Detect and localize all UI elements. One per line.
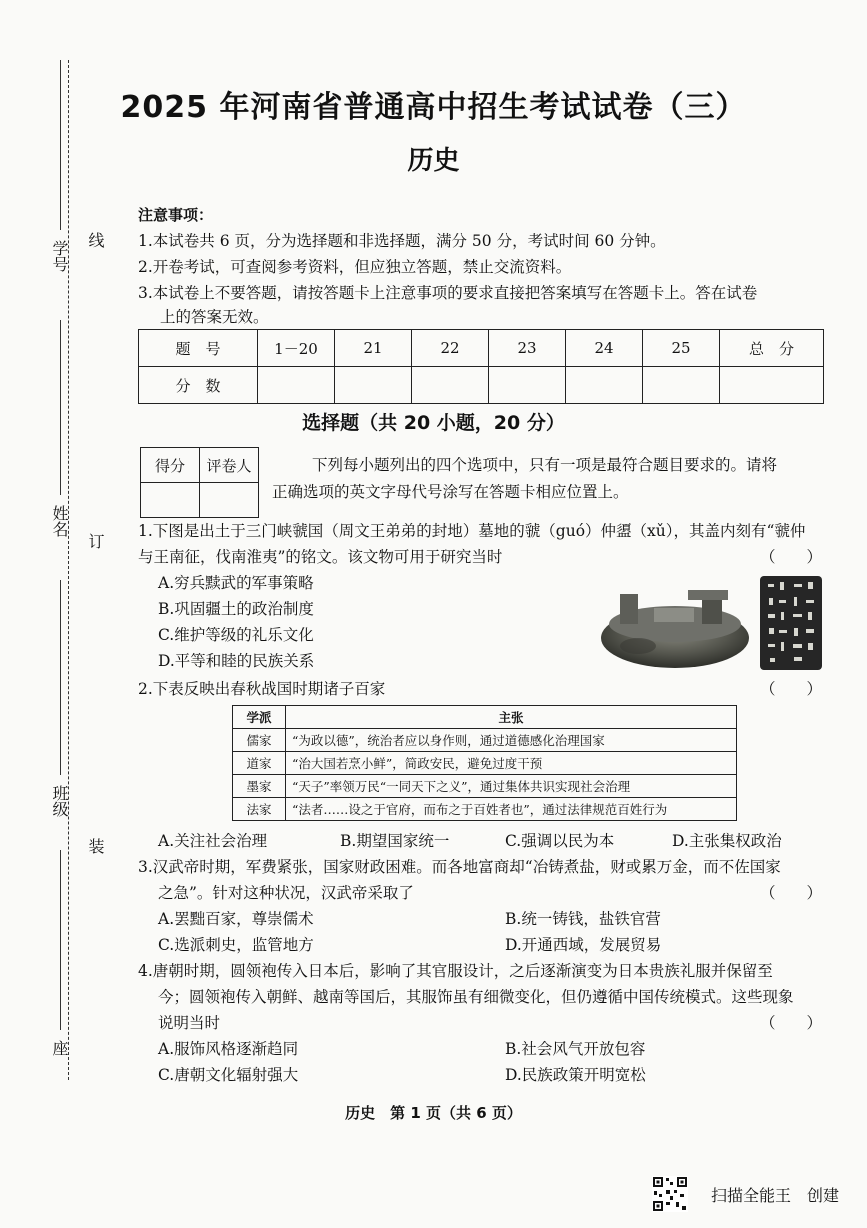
option-b: B.社会风气开放包容: [505, 1040, 646, 1058]
binding-line: [68, 60, 69, 1080]
question-1-stem: 与王南征，伐南淮夷”的铭文。该文物可用于研究当时: [138, 548, 503, 566]
margin-line-label: 线: [86, 232, 105, 248]
option-c: C.选派刺史，监管地方: [158, 936, 314, 954]
schools-table: [232, 705, 737, 821]
note-item: 1.本试卷共 6 页，分为选择题和非选择题，满分 50 分，考试时间 60 分钟。: [138, 232, 666, 250]
option-c: C.强调以民为本: [505, 832, 615, 850]
schools-header-idea: 主张: [286, 706, 737, 729]
question-3-stem: 之急”。针对这种状况，汉武帝采取了: [158, 884, 414, 902]
option-b: B.巩固疆土的政治制度: [158, 600, 314, 618]
option-a: A.罢黜百家，尊崇儒术: [158, 910, 314, 928]
margin-class-label: 班级: [50, 785, 69, 817]
margin-order-label: 订: [86, 533, 105, 549]
margin-student-id-label: 学号: [50, 240, 69, 272]
score-cell[interactable]: [335, 367, 412, 404]
notes-heading: 注意事项：: [138, 206, 214, 224]
scanner-watermark: 扫描全能王 创建: [710, 1186, 839, 1205]
school-name: 法家: [233, 798, 286, 821]
option-a: A.穷兵黩武的军事策略: [158, 574, 314, 592]
score-header-cell: 题 号: [139, 330, 258, 367]
grader-score-cell[interactable]: [141, 483, 200, 518]
score-header-cell: 25: [643, 330, 720, 367]
score-header-cell: 1－20: [258, 330, 335, 367]
score-cell[interactable]: [720, 367, 824, 404]
school-idea: “治大国若烹小鲜”，简政安民，避免过度干预: [286, 752, 737, 775]
qr-code-icon: [652, 1176, 688, 1212]
option-d: D.主张集权政治: [672, 832, 782, 850]
margin-seat-label: 座: [50, 1040, 69, 1056]
question-4-stem: 说明当时: [158, 1014, 221, 1032]
score-header-cell: 22: [412, 330, 489, 367]
page-footer: 历史 第 1 页（共 6 页）: [345, 1104, 522, 1122]
question-4-stem: 4.唐朝时期，圆领袍传入日本后，影响了其官服设计，之后逐渐演变为日本贵族礼服并保留至: [138, 962, 773, 980]
school-name: 墨家: [233, 775, 286, 798]
seat-field[interactable]: [60, 850, 62, 1030]
answer-paren: （ ）: [760, 1014, 823, 1032]
section-instruction: 正确选项的英文字母代号涂写在答题卡相应位置上。: [272, 483, 629, 501]
option-d: D.开通西域，发展贸易: [505, 936, 662, 954]
answer-paren: （ ）: [760, 548, 823, 566]
school-idea: “法者……设之于官府，而布之于百姓者也”，通过法律规范百姓行为: [286, 798, 737, 821]
note-item: 2.开卷考试，可查阅参考资料，但应独立答题，禁止交流资料。: [138, 258, 572, 276]
score-header-cell: 23: [489, 330, 566, 367]
option-c: C.维护等级的礼乐文化: [158, 626, 314, 644]
score-cell[interactable]: [489, 367, 566, 404]
school-name: 道家: [233, 752, 286, 775]
school-name: 儒家: [233, 729, 286, 752]
score-header-cell: 24: [566, 330, 643, 367]
exam-title: 2025 年河南省普通高中招生考试试卷（三）: [120, 90, 747, 125]
grader-name-label: 评卷人: [200, 448, 259, 483]
margin-name-label: 姓名: [50, 505, 69, 537]
question-3-stem: 3.汉武帝时期，军费紧张，国家财政困难。而各地富商却“冶铸煮盐，财或累万金，而不佐国家: [138, 858, 781, 876]
schools-header-school: 学派: [233, 706, 286, 729]
score-cell[interactable]: [412, 367, 489, 404]
grader-table: [140, 447, 259, 518]
note-item: 3.本试卷上不要答题，请按答题卡上注意事项的要求直接把答案填写在答题卡上。答在试卷: [138, 284, 758, 302]
class-field[interactable]: [60, 580, 62, 775]
score-cell[interactable]: [643, 367, 720, 404]
score-header-cell: 21: [335, 330, 412, 367]
bronze-vessel-image: [598, 580, 752, 672]
question-2-stem: 2.下表反映出春秋战国时期诸子百家: [138, 680, 386, 698]
school-idea: “为政以德”，统治者应以身作则，通过道德感化治理国家: [286, 729, 737, 752]
section-title: 选择题（共 20 小题，20 分）: [302, 412, 565, 434]
option-b: B.期望国家统一: [340, 832, 450, 850]
section-instruction: 下列每小题列出的四个选项中，只有一项是最符合题目要求的。请将: [312, 456, 778, 474]
answer-paren: （ ）: [760, 884, 823, 902]
score-row-label: 分 数: [139, 367, 258, 404]
option-a: A.服饰风格逐渐趋同: [158, 1040, 299, 1058]
score-table: [138, 329, 824, 404]
option-d: D.平等和睦的民族关系: [158, 652, 315, 670]
score-header-cell: 总 分: [720, 330, 824, 367]
note-item: 上的答案无效。: [160, 308, 269, 326]
answer-paren: （ ）: [760, 680, 823, 698]
score-cell[interactable]: [566, 367, 643, 404]
margin-bind-label: 装: [86, 838, 105, 854]
option-c: C.唐朝文化辐射强大: [158, 1066, 299, 1084]
grader-name-cell[interactable]: [200, 483, 259, 518]
option-d: D.民族政策开明宽松: [505, 1066, 646, 1084]
grader-score-label: 得分: [141, 448, 200, 483]
question-4-stem: 今；圆领袍传入朝鲜、越南等国后，其服饰虽有细微变化，但仍遵循中国传统模式。这些现象: [158, 988, 794, 1006]
option-b: B.统一铸钱，盐铁官营: [505, 910, 661, 928]
school-idea: “天子”率领万民“一同天下之义”，通过集体共识实现社会治理: [286, 775, 737, 798]
score-cell[interactable]: [258, 367, 335, 404]
option-a: A.关注社会治理: [158, 832, 268, 850]
subject-title: 历史: [407, 146, 460, 176]
question-1-stem: 1.下图是出土于三门峡虢国（周文王弟弟的封地）墓地的虢（guó）仲盨（xǔ），其盖内刻有“虢仲: [138, 522, 806, 540]
inscription-rubbing-image: [760, 576, 822, 670]
